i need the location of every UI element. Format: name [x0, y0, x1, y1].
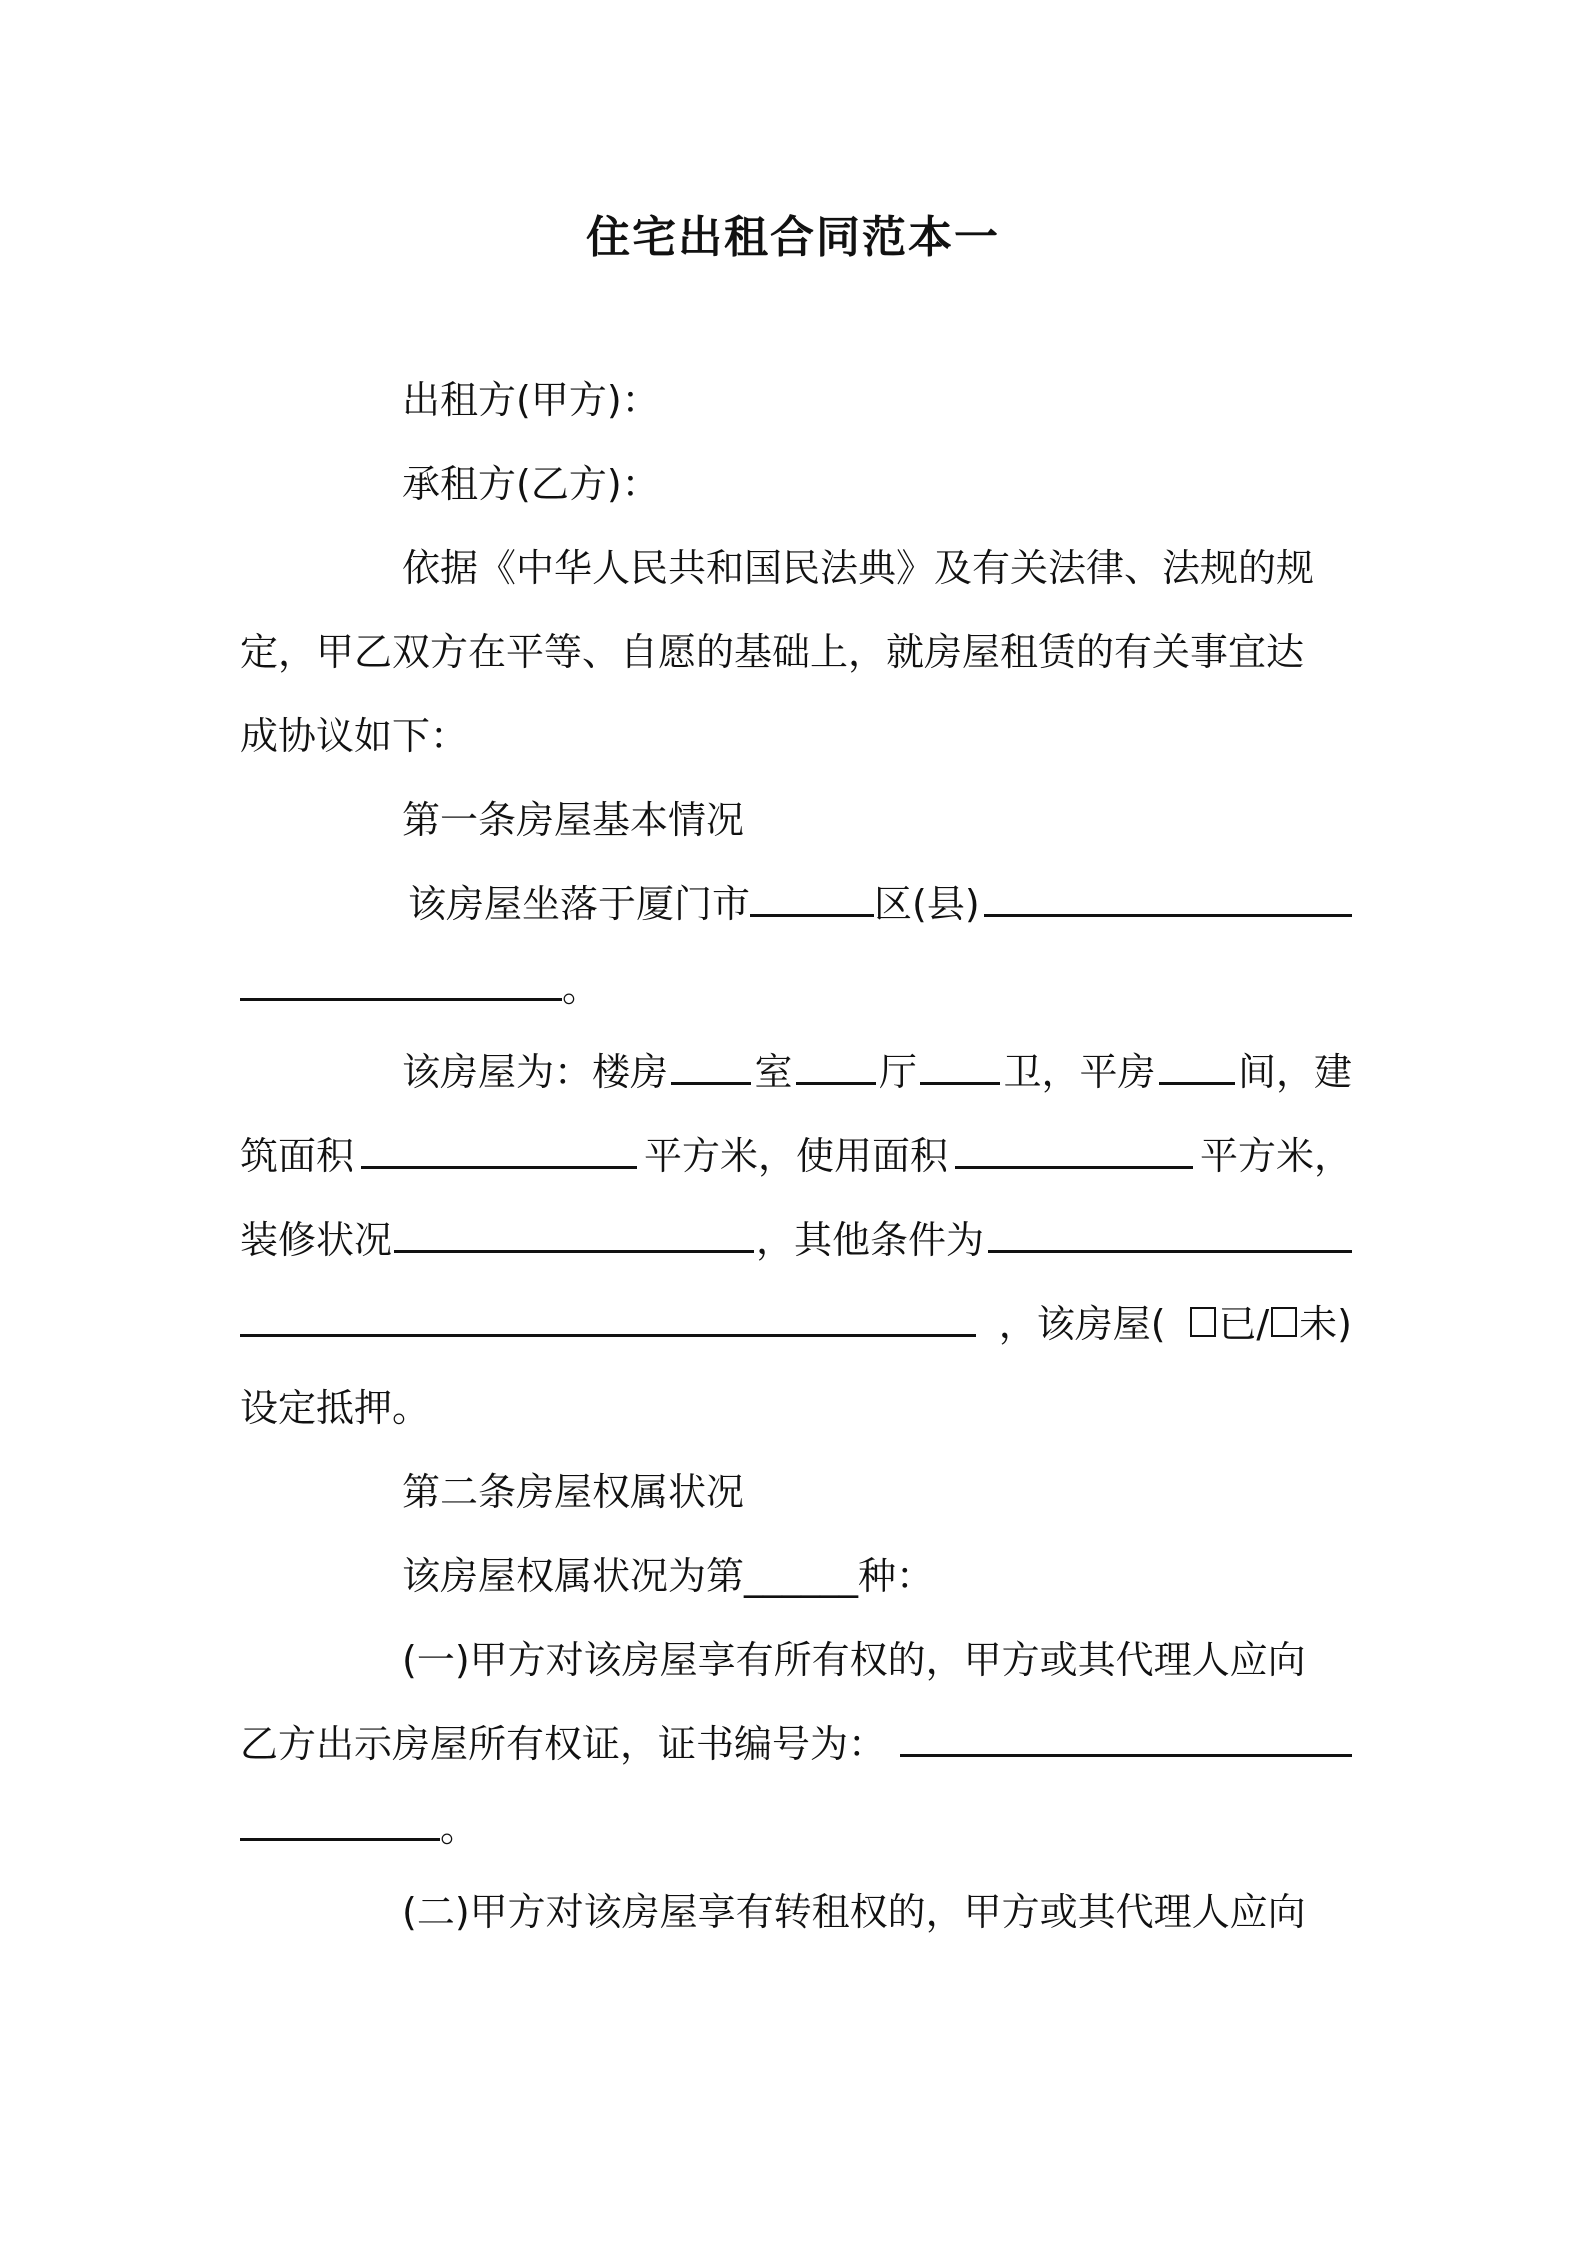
- item1-period: 。: [440, 1806, 479, 1850]
- sqm-label-2: 平方米，: [1199, 1134, 1352, 1178]
- other-conditions-blank[interactable]: [988, 1214, 1352, 1253]
- article1-location-row: [408, 876, 1352, 932]
- item1-text-1: (一)甲方对该房屋享有所有权的，甲方或其代理人应向: [402, 1638, 1306, 1682]
- bungalow-blank[interactable]: [1159, 1046, 1235, 1085]
- decoration-blank[interactable]: [394, 1214, 754, 1253]
- location-period: 。: [562, 966, 601, 1010]
- bath-label: 卫，平房: [1003, 1050, 1156, 1094]
- article1-type-row: [402, 1044, 1352, 1100]
- mortgage-already-label: 已/: [1218, 1302, 1270, 1346]
- room-label: 室: [754, 1050, 793, 1094]
- hall-label: 厅: [878, 1050, 917, 1094]
- certificate-number-cont-blank[interactable]: [240, 1802, 440, 1841]
- type-prefix: 该房屋为：楼房: [402, 1050, 669, 1094]
- preamble-line-2: 定，甲乙双方在平等、自愿的基础上，就房屋租赁的有关事宜达: [240, 630, 1305, 674]
- item1-text-2: 乙方出示房屋所有权证，证书编号为：: [240, 1722, 887, 1766]
- location-district-label: 区(县): [874, 882, 980, 926]
- mortgage-mid: ，该房屋(: [998, 1302, 1166, 1346]
- rooms-blank[interactable]: [796, 1046, 876, 1085]
- mortgage-options: [1188, 1296, 1352, 1352]
- usable-area-blank[interactable]: [955, 1130, 1193, 1169]
- article1-area-row: [240, 1128, 1352, 1184]
- article1-location-cont: [240, 960, 600, 1016]
- status-prefix: 该房屋权属状况为第: [402, 1554, 745, 1598]
- mortgage-not-label: 未): [1299, 1302, 1352, 1346]
- mortgage-not-checkbox[interactable]: [1271, 1307, 1297, 1337]
- article1-mortgage-row: [240, 1296, 1352, 1352]
- lessor-label: 出租方(甲方)：: [402, 378, 660, 422]
- mortgage-already-checkbox[interactable]: [1190, 1307, 1216, 1337]
- floors-blank[interactable]: [671, 1046, 751, 1085]
- other-conditions-cont-blank[interactable]: [240, 1298, 976, 1337]
- article2-item1-line1: [402, 1632, 1352, 1688]
- sqm-label-1: 平方米，使用面积: [643, 1134, 948, 1178]
- location-prefix: 该房屋坐落于厦门市: [408, 882, 751, 926]
- floor-area-blank[interactable]: [361, 1130, 637, 1169]
- preamble-line-1: [402, 540, 1352, 596]
- decor-prefix: 装修状况: [240, 1218, 393, 1262]
- article1-decor-row: [240, 1212, 1352, 1268]
- mortgage-end: 设定抵押。: [240, 1386, 431, 1430]
- jian-label: 间，建: [1237, 1050, 1352, 1094]
- address-cont-blank[interactable]: [240, 962, 562, 1001]
- preamble-line-3: 成协议如下：: [240, 714, 469, 758]
- halls-blank[interactable]: [920, 1046, 1000, 1085]
- lessee-label: 承租方(乙方)：: [402, 462, 660, 506]
- city-district-blank[interactable]: [750, 878, 874, 917]
- article1-heading: 第一条房屋基本情况: [402, 798, 745, 842]
- area-prefix: 筑面积: [240, 1134, 355, 1178]
- article2-item1-cont: [240, 1800, 478, 1856]
- preamble-text-1: 依据《中华人民共和国民法典》及有关法律、法规的规: [402, 546, 1315, 590]
- article2-item2-line1: [402, 1884, 1352, 1940]
- status-suffix: 种：: [858, 1554, 935, 1598]
- article2-status-row: [402, 1548, 934, 1604]
- other-conditions-label: ，其他条件为: [756, 1218, 985, 1262]
- item2-text-1: (二)甲方对该房屋享有转租权的，甲方或其代理人应向: [402, 1890, 1306, 1934]
- certificate-number-blank[interactable]: [900, 1718, 1352, 1757]
- document-title: 住宅出租合同范本一: [586, 212, 1000, 263]
- district-address-blank[interactable]: [984, 878, 1352, 917]
- article2-heading: 第二条房屋权属状况: [402, 1470, 745, 1514]
- status-blank[interactable]: ______: [744, 1554, 859, 1598]
- article2-item1-line2: [240, 1716, 1352, 1772]
